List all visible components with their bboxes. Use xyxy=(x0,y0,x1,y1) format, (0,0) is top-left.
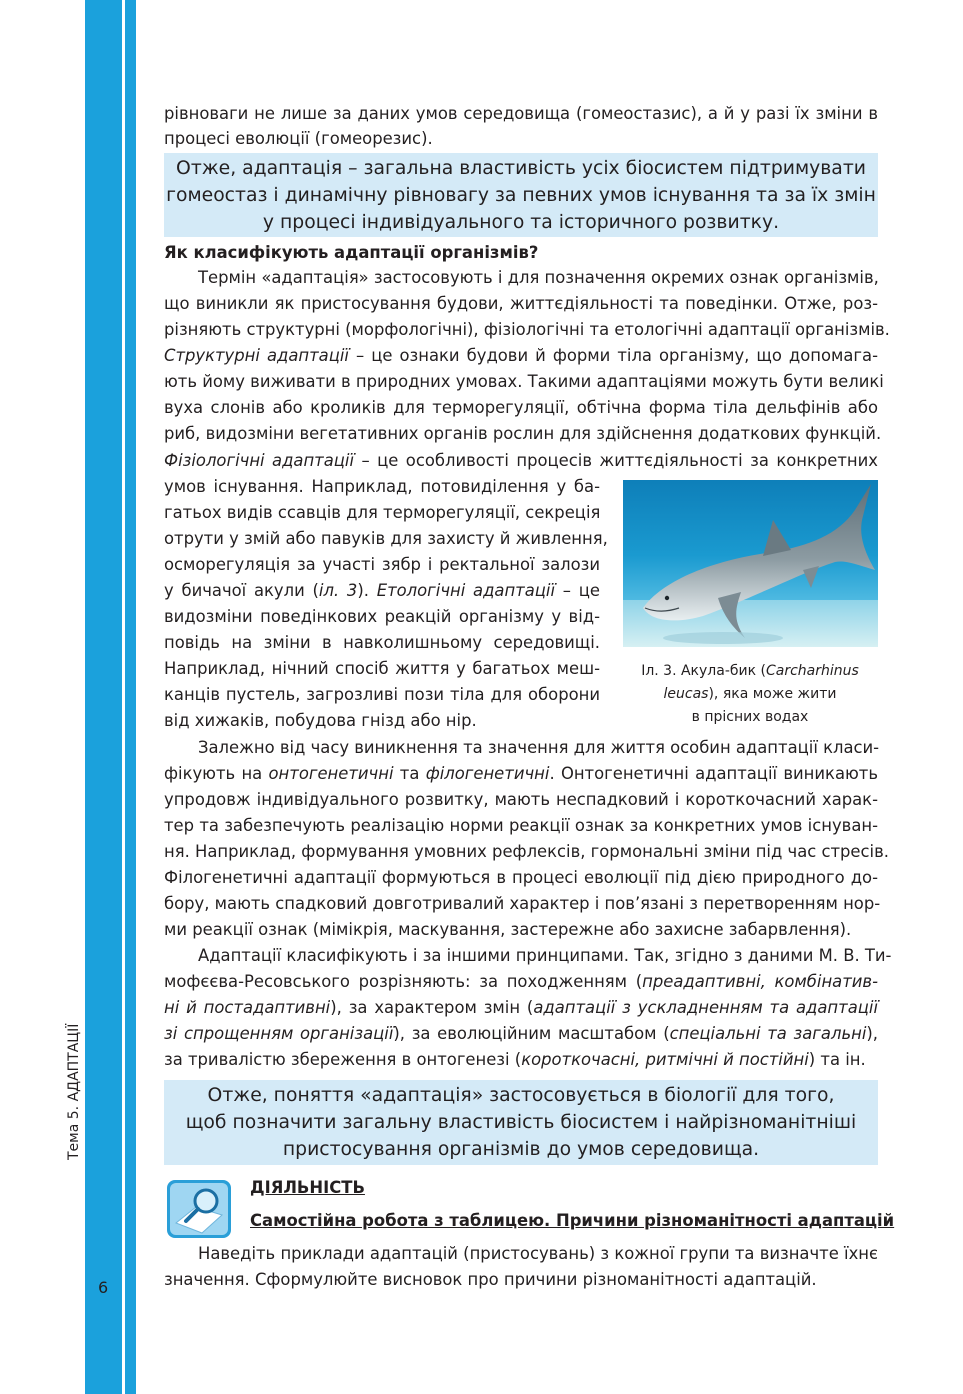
text-line: Адаптації класифікують і за іншими принципами. Так, згідно з даними М. В. Ти- xyxy=(198,946,892,965)
activity-title: ДІЯЛЬНІСТЬ xyxy=(250,1178,365,1197)
text-line: ми реакції ознак (мімікрія, маскування, застережне або захисне забарвлення). xyxy=(164,920,852,939)
summary-line: щоб позначити загальну властивість біосистем і найрізноманітніші xyxy=(185,1112,857,1133)
text-line: різняють структурні (морфологічні), фізіологічні та етологічні адаптації організмів. xyxy=(164,320,890,339)
text-line: що виникли як пристосування будови, життєдіяльності та поведінки. Отже, роз- xyxy=(164,294,878,313)
text-line: від хижаків, побудова гнізд або нір. xyxy=(164,711,477,730)
text-line: процесі еволюції (гомеорезис). xyxy=(164,129,433,148)
side-stripe-thin xyxy=(125,0,136,1394)
summary-line: пристосування організмів до умов середовища. xyxy=(282,1139,760,1160)
text-line: тер та забезпечують реалізацію норми реакції ознак за конкретних умов існуван- xyxy=(164,816,878,835)
page-number: 6 xyxy=(98,1278,109,1297)
summary-box xyxy=(164,1080,878,1165)
caption-line: в прісних водах xyxy=(691,709,809,725)
text-line: отрути у змій або павуків для захисту й живлення, xyxy=(164,529,608,548)
text-line: осморегуляція за участі зябр і ректальної залози xyxy=(164,555,600,574)
text-line: упродовж індивідуального розвитку, мають неспадковий і короткочасний харак- xyxy=(164,790,878,809)
text-line: умов існування. Наприклад, потовиділення у ба- xyxy=(164,477,600,496)
text-line: Структурні адаптації – це ознаки будови й форми тіла організму, що допомага- xyxy=(164,346,879,365)
shark-photo xyxy=(623,480,878,647)
text-line: фікують на онтогенетичні та філогенетичні. Онтогенетичні адаптації виникають xyxy=(164,764,878,783)
text-line: зі спрощенням організації), за еволюційним масштабом (спеціальні та загальні), xyxy=(164,1024,878,1043)
caption-line: leucas), яка може жити xyxy=(663,686,837,702)
text-line: риб, видозміни вегетативних органів рослин для здійснення додаткових функцій. xyxy=(164,424,882,443)
summary-line: Отже, поняття «адаптація» застосовується в біології для того, xyxy=(207,1085,835,1106)
text-line: у бичачої акули (іл. 3). Етологічні адаптації – це xyxy=(164,581,600,600)
text-line: вуха слонів або кроликів для терморегуляції, обтічна форма тіла дельфінів або xyxy=(164,398,878,417)
text-line: ні й постадаптивні), за характером змін (адаптації з ускладненням та адаптації xyxy=(164,998,878,1017)
summary-line: у процесі індивідуального та історичного розвитку. xyxy=(262,212,780,233)
text-line: за тривалістю збереження в онтогенезі (короткочасні, ритмічні й постійні) та ін. xyxy=(164,1050,866,1069)
text-line: повідь на зміни в навколишньому середовищі. xyxy=(164,633,600,652)
shark-icon xyxy=(623,480,878,647)
text-line: Наведіть приклади адаптацій (пристосувань) з кожної групи та визначте їхнє xyxy=(198,1244,878,1263)
activity-icon xyxy=(166,1179,232,1239)
text-line: Фізіологічні адаптації – це особливості процесів життєдіяльності за конкретних xyxy=(164,451,878,470)
text-line: мофєєва-Ресовського розрізняють: за походженням (преадаптивні, комбінатив- xyxy=(164,972,878,991)
caption-line: Іл. 3. Акула-бик (Carcharhinus xyxy=(641,663,859,679)
text-line: Наприклад, нічний спосіб життя у багатьох меш- xyxy=(164,659,600,678)
text-line: значення. Сформулюйте висновок про причини різноманітності адаптацій. xyxy=(164,1270,817,1289)
text-line: бору, мають спадковий довготривалий характер і пов’язані з перетворенням нор- xyxy=(164,894,881,913)
text-line: ня. Наприклад, формування умовних рефлексів, гормональні зміни під час стресів. xyxy=(164,842,889,861)
text-line: Філогенетичні адаптації формуються в процесі еволюції під дією природного до- xyxy=(164,868,878,887)
text-line: видозміни поведінкових реакцій організму у від- xyxy=(164,607,600,626)
summary-line: гомеостаз і динамічну рівновагу за певних умов існування та за їх змін xyxy=(166,185,876,206)
text-line: Термін «адаптація» застосовують і для позначення окремих ознак організмів, xyxy=(198,268,879,287)
text-line: гатьох видів ссавців для терморегуляції, секреція xyxy=(164,503,601,522)
text-line: канців пустель, загрозливі пози тіла для оборони xyxy=(164,685,600,704)
activity-subtitle: Самостійна робота з таблицею. Причини різноманітності адаптацій xyxy=(250,1211,895,1230)
section-heading: Як класифікують адаптації організмів? xyxy=(164,243,539,262)
text-line: ють йому виживати в природних умовах. Такими адаптаціями можуть бути великі xyxy=(164,372,884,391)
text-line: рівноваги не лише за даних умов середовища (гомеостазис), а й у разі їх зміни в xyxy=(164,104,878,123)
summary-line: Отже, адаптація – загальна властивість усіх біосистем підтримувати xyxy=(176,158,866,179)
text-line: Залежно від часу виникнення та значення для життя особин адаптації класи- xyxy=(198,738,880,757)
topic-label: Тема 5. АДАПТАЦІЇ xyxy=(66,1023,82,1160)
summary-box xyxy=(164,153,878,237)
side-stripe xyxy=(85,0,122,1394)
